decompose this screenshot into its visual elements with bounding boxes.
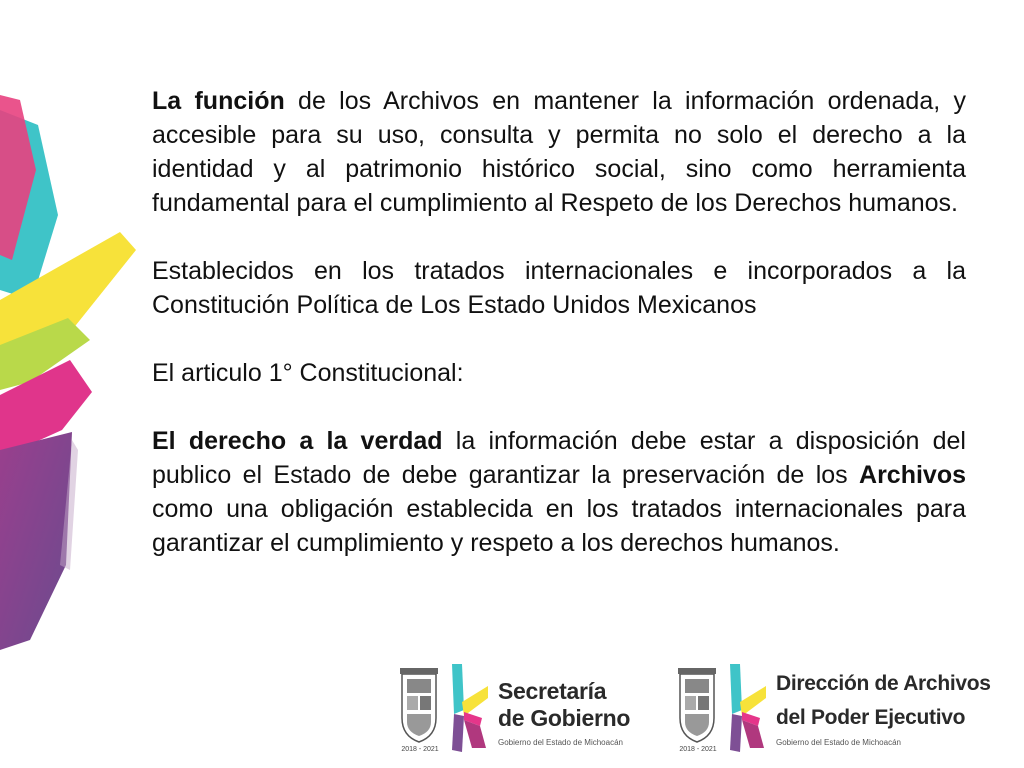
paragraph-text: como una obligación establecida en los tratados internacionales para garantizar el cumplimiento y respeto a los derechos humanos.	[152, 495, 966, 557]
state-crest-icon	[398, 668, 440, 744]
state-crest-icon	[676, 668, 718, 744]
paragraph-article: El articulo 1° Constitucional:	[152, 359, 464, 387]
logo-title-line2: de Gobierno	[498, 705, 631, 731]
logo-direccion-de-archivos	[676, 662, 996, 762]
bold-phrase: El derecho a la verdad	[152, 427, 443, 455]
logo-subtitle: Gobierno del Estado de Michoacán	[776, 738, 901, 747]
paragraph-function	[152, 84, 966, 220]
paragraph-text: la información debe estar a disposición del publico el Estado de debe garantizar la preservación de los	[152, 427, 966, 489]
paragraph-text: de los Archivos en mantener la información ordenada, y accesible para su uso, consulta y permita no solo el derecho a la identidad y al patrimonio histórico social, sino como herramienta fundamental para el cumplimiento al Respeto de los Derechos humanos.	[152, 87, 966, 217]
logo-title-line2: del Poder Ejecutivo	[776, 706, 966, 729]
decorative-logo-graphic	[0, 0, 140, 768]
bold-phrase: La función	[152, 87, 285, 115]
paragraph-treaties: Establecidos en los tratados internacionales e incorporados a la Constitución Política de Los Estado Unidos Mexicanos	[152, 257, 966, 319]
paragraph-right-to-truth	[152, 424, 966, 560]
logo-title-line1: Dirección de Archivos	[776, 672, 991, 695]
years-label: 2018 - 2021	[401, 746, 439, 753]
k-logo-icon	[450, 662, 490, 754]
main-text	[152, 84, 966, 560]
logo-subtitle: Gobierno del Estado de Michoacán	[498, 738, 623, 747]
logo-title-line1: Secretaría	[498, 678, 607, 704]
k-logo-icon	[728, 662, 768, 754]
bold-word: Archivos	[859, 461, 966, 489]
logo-secretaria-de-gobierno	[398, 662, 638, 762]
years-label: 2018 - 2021	[679, 746, 717, 753]
